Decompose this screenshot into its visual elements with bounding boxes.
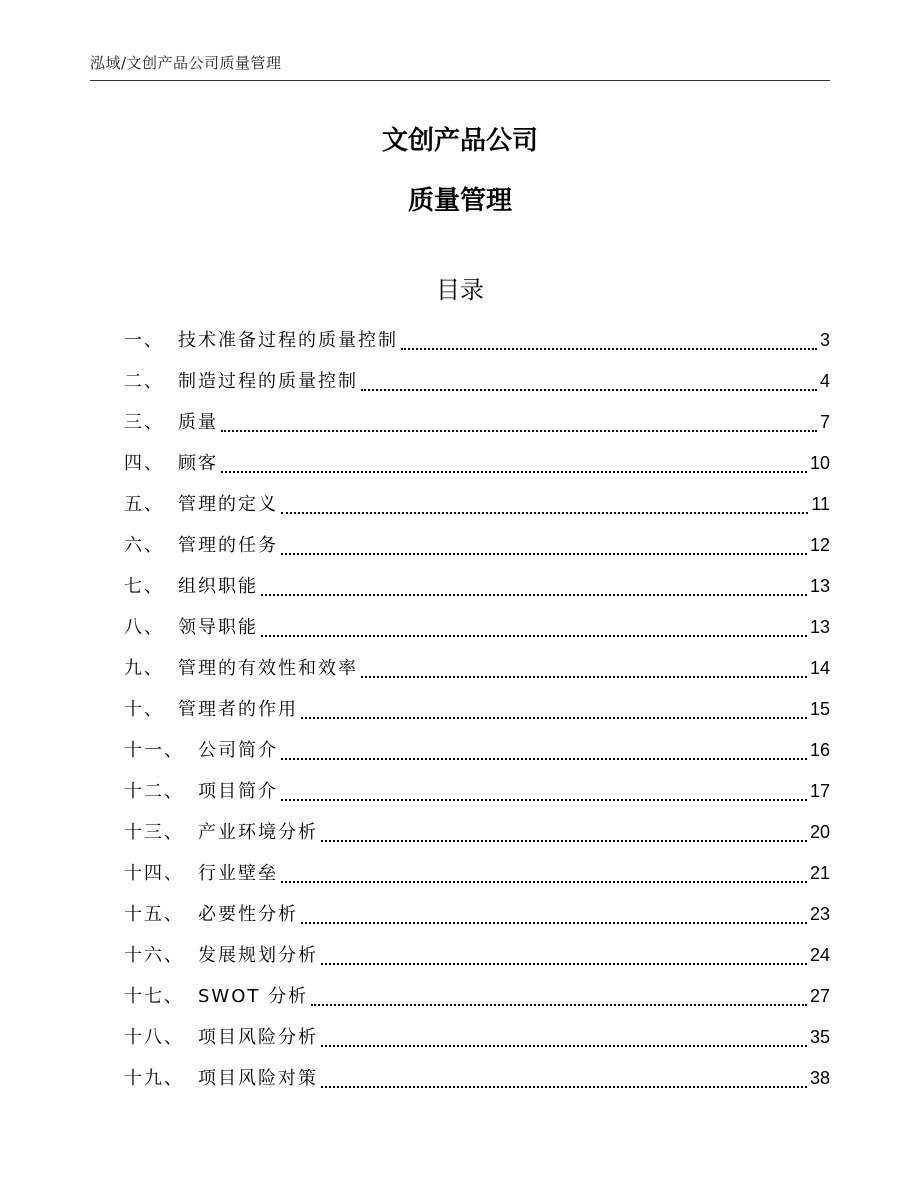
- toc-leader-dots: [361, 389, 817, 391]
- toc-entry-label: 制造过程的质量控制: [178, 371, 358, 392]
- toc-entry-page: 16: [809, 740, 830, 760]
- toc-entry[interactable]: [124, 730, 830, 771]
- toc-entry[interactable]: [124, 1058, 830, 1099]
- toc-entry-number: 八、: [124, 617, 164, 638]
- toc-entry-number: 十四、: [124, 863, 184, 884]
- toc-entry[interactable]: [124, 402, 830, 443]
- toc-leader-dots: [361, 676, 807, 678]
- toc-entry-label: 技术准备过程的质量控制: [178, 330, 398, 351]
- toc-entry[interactable]: [124, 607, 830, 648]
- toc-entry-label: 管理的有效性和效率: [178, 658, 358, 679]
- toc-entry-label: 顾客: [178, 453, 218, 474]
- toc-entry-number: 七、: [124, 576, 164, 597]
- toc-entry-page: 14: [809, 658, 830, 678]
- toc-entry[interactable]: [124, 894, 830, 935]
- toc-entry-number: 五、: [124, 494, 164, 515]
- toc-leader-dots: [321, 840, 807, 842]
- toc-entry-number: 十一、: [124, 740, 184, 761]
- toc-entry-label: 发展规划分析: [198, 945, 318, 966]
- toc-entry-page: 17: [809, 781, 830, 801]
- toc-entry-page: 13: [809, 576, 830, 596]
- toc-entry-page: 27: [809, 986, 830, 1006]
- toc-leader-dots: [321, 1086, 807, 1088]
- toc-entry-number: 十七、: [124, 986, 184, 1007]
- toc-leader-dots: [321, 963, 807, 965]
- toc-entry[interactable]: [124, 935, 830, 976]
- toc-entry-number: 九、: [124, 658, 164, 679]
- toc-leader-dots: [281, 553, 807, 555]
- toc-entry[interactable]: [124, 443, 830, 484]
- toc-entry-number: 十五、: [124, 904, 184, 925]
- toc-entry-number: 十九、: [124, 1068, 184, 1089]
- toc-entry-label: 管理的定义: [178, 494, 278, 515]
- toc-entry-page: 12: [809, 535, 830, 555]
- toc-entry-page: 10: [809, 453, 830, 473]
- toc-entry-page: 7: [819, 412, 830, 432]
- toc-leader-dots: [221, 471, 807, 473]
- toc-entry-label: 组织职能: [178, 576, 258, 597]
- toc-entry-page: 35: [809, 1027, 830, 1047]
- running-header: 泓域/文创产品公司质量管理: [90, 54, 282, 72]
- toc-entry-label: SWOT 分析: [198, 986, 309, 1007]
- toc-entry-page: 23: [809, 904, 830, 924]
- toc-entry-number: 十六、: [124, 945, 184, 966]
- toc-entry-label: 行业壁垒: [198, 863, 278, 884]
- toc-entry[interactable]: [124, 566, 830, 607]
- toc-entry-page: 24: [809, 945, 830, 965]
- toc-entry-label: 公司简介: [198, 740, 278, 761]
- toc-entry[interactable]: [124, 361, 830, 402]
- toc-entry[interactable]: [124, 484, 830, 525]
- toc-entry-number: 十三、: [124, 822, 184, 843]
- toc-entry-number: 四、: [124, 453, 164, 474]
- toc-entry-label: 必要性分析: [198, 904, 298, 925]
- toc-entry-label: 项目风险分析: [198, 1027, 318, 1048]
- toc-list: [124, 320, 830, 1099]
- toc-entry-number: 十二、: [124, 781, 184, 802]
- toc-entry-number: 三、: [124, 412, 164, 433]
- toc-entry-label: 质量: [178, 412, 218, 433]
- toc-entry-page: 15: [809, 699, 830, 719]
- toc-leader-dots: [261, 635, 807, 637]
- toc-entry-label: 管理者的作用: [178, 699, 298, 720]
- toc-entry-label: 产业环境分析: [198, 822, 318, 843]
- toc-leader-dots: [311, 1004, 807, 1006]
- toc-entry-label: 项目风险对策: [198, 1068, 318, 1089]
- toc-entry-page: 13: [809, 617, 830, 637]
- toc-leader-dots: [281, 881, 807, 883]
- toc-leader-dots: [281, 758, 807, 760]
- toc-entry-label: 项目简介: [198, 781, 278, 802]
- toc-leader-dots: [221, 430, 817, 432]
- toc-leader-dots: [281, 512, 808, 514]
- toc-entry[interactable]: [124, 976, 830, 1017]
- toc-entry-label: 管理的任务: [178, 535, 278, 556]
- toc-leader-dots: [301, 922, 807, 924]
- toc-entry[interactable]: [124, 525, 830, 566]
- toc-entry-number: 二、: [124, 371, 164, 392]
- toc-leader-dots: [401, 348, 817, 350]
- toc-entry[interactable]: [124, 320, 830, 361]
- document-subtitle: 质量管理: [407, 186, 512, 216]
- toc-entry-page: 38: [809, 1068, 830, 1088]
- toc-entry-page: 21: [809, 863, 830, 883]
- toc-entry-number: 六、: [124, 535, 164, 556]
- toc-entry-number: 一、: [124, 330, 164, 351]
- toc-entry[interactable]: [124, 771, 830, 812]
- toc-leader-dots: [261, 594, 807, 596]
- toc-entry-label: 领导职能: [178, 617, 258, 638]
- toc-leader-dots: [301, 717, 807, 719]
- toc-entry-page: 20: [809, 822, 830, 842]
- toc-entry-page: 4: [819, 371, 830, 391]
- toc-entry[interactable]: [124, 689, 830, 730]
- toc-leader-dots: [281, 799, 807, 801]
- toc-entry-page: 3: [819, 330, 830, 350]
- toc-entry-number: 十、: [124, 699, 164, 720]
- header-rule: [90, 80, 830, 81]
- toc-entry[interactable]: [124, 1017, 830, 1058]
- toc-entry[interactable]: [124, 853, 830, 894]
- toc-entry[interactable]: [124, 812, 830, 853]
- toc-entry-number: 十八、: [124, 1027, 184, 1048]
- toc-entry-page: 11: [811, 494, 830, 514]
- toc-heading: 目录: [436, 276, 484, 304]
- toc-entry[interactable]: [124, 648, 830, 689]
- document-title: 文创产品公司: [381, 126, 538, 156]
- toc-leader-dots: [321, 1045, 807, 1047]
